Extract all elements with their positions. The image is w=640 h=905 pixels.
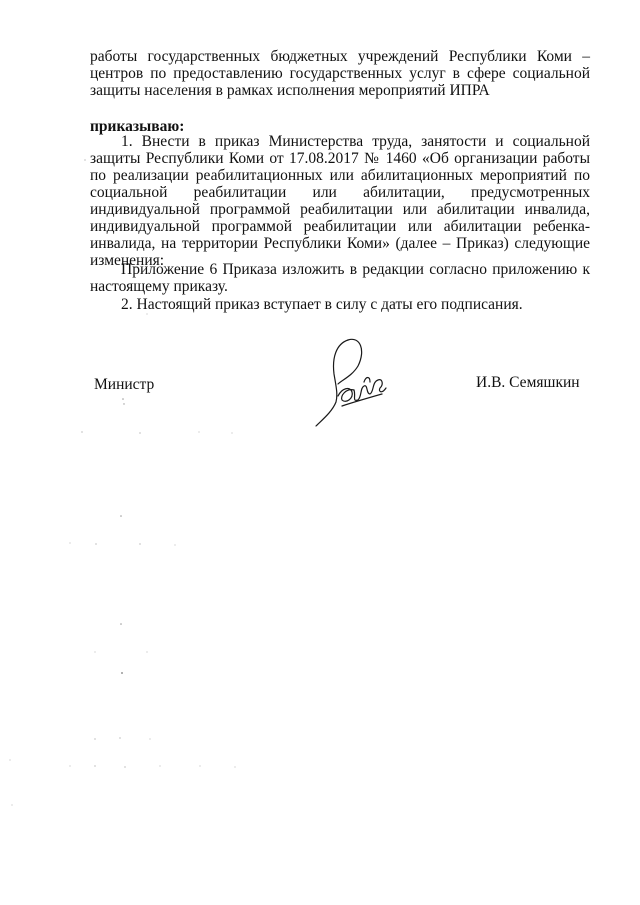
clause-1-item: Приложение 6 Приказа изложить в редакции согласно приложению к настоящему приказу. — [90, 261, 590, 295]
signatory-title: Министр — [94, 376, 155, 393]
clause-1: 1. Внести в приказ Министерства труда, занятости и социальной защиты Республики Коми от 17.08.2017 № 1460 «Об организации работы по реализации реабилитационных или абилитационных мероприятий по социальной реабилитации или абилитации, предусмотренных индивидуальной программой реабилитации или абилитации инвалида, индивидуальной программой реабилитации или абилитации ребенка-инвалида, на территории Республики Коми» (далее – Приказ) следующие изменения: — [90, 133, 590, 269]
signatory-name: И.В. Семяшкин — [476, 374, 580, 391]
intro-paragraph: работы государственных бюджетных учреждений Республики Коми – центров по предоставлению государственных услуг в сфере социальной защиты населения в рамках исполнения мероприятий ИПРА — [90, 48, 590, 99]
order-heading: приказываю: — [90, 118, 185, 135]
clause-2: 2. Настоящий приказ вступает в силу с даты его подписания. — [121, 296, 523, 313]
